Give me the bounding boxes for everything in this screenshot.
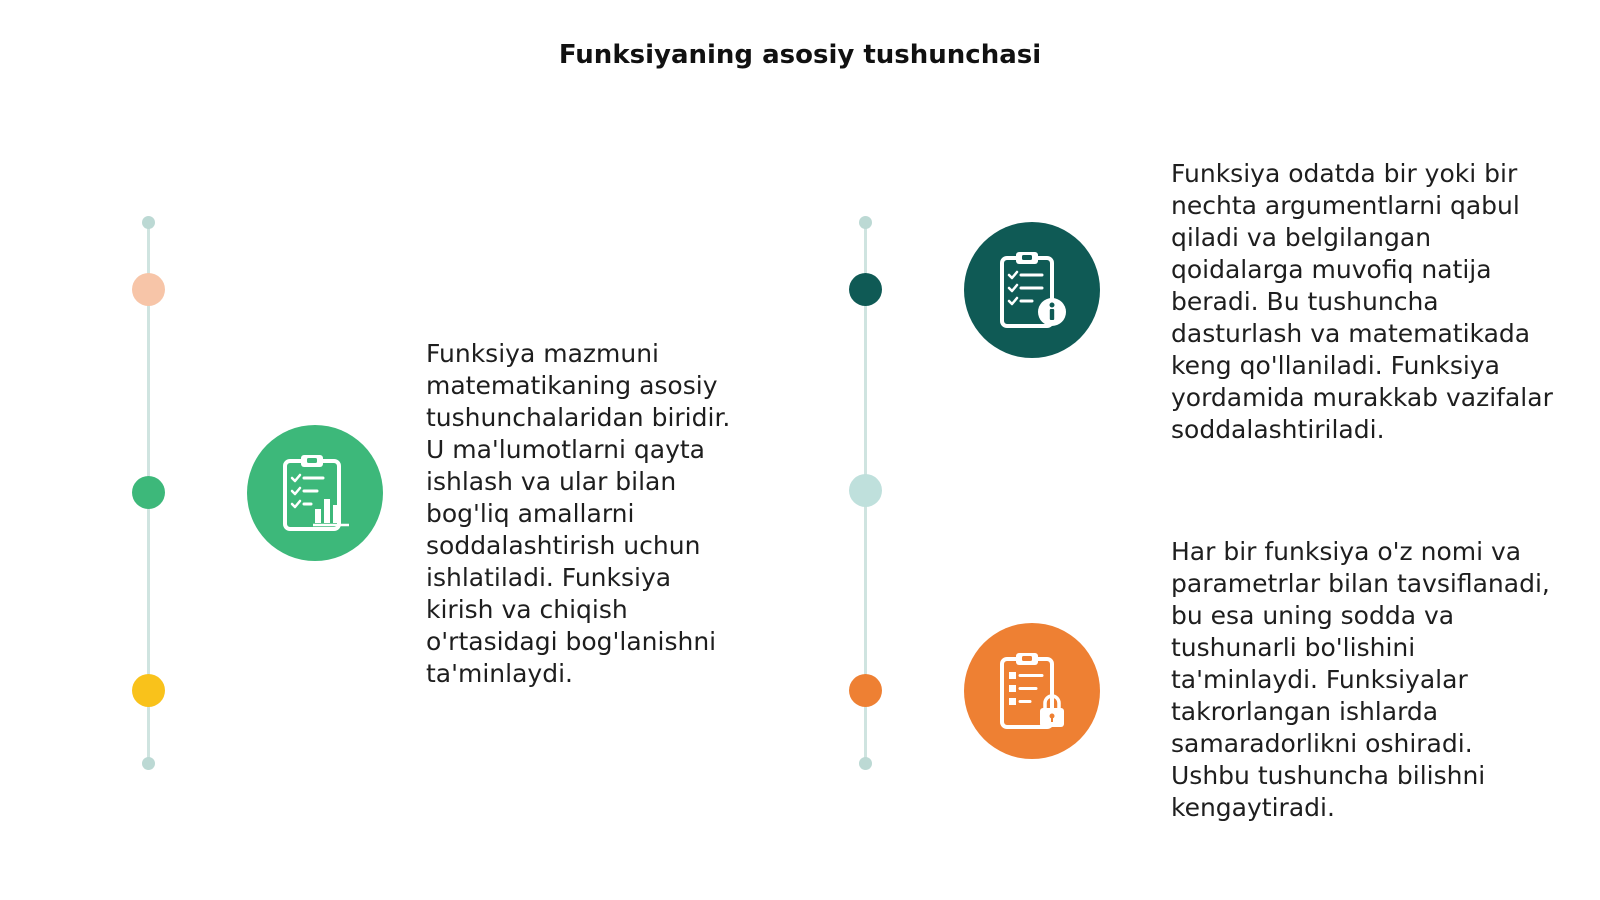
item-3-description: Har bir funksiya o'z nomi va parametrlar bilan tavsiflanadi, bu esa uning sodda va tushunarli bo'lishini ta'minlaydi. Funksiyalar takrorlangan ishlarda samaradorlikni oshiradi. Ushbu tushuncha bilishni kengaytiradi.: [1171, 537, 1550, 822]
left-timeline-dot-green: [132, 476, 165, 509]
clipboard-lock-icon: [996, 651, 1068, 731]
middle-timeline-end-dot-bottom: [859, 757, 872, 770]
left-timeline-end-dot-bottom: [142, 757, 155, 770]
clipboard-info-icon: [996, 250, 1068, 330]
item-2-description: Funksiya odatda bir yoki bir nechta argumentlarni qabul qiladi va belgilangan qoidalarga muvofiq natija beradi. Bu tushuncha dasturlash va matematikada keng qo'llaniladi. Funksiya yordamida murakkab vazifalar soddalashtiriladi.: [1171, 159, 1553, 444]
clipboard-chart-icon-circle: [247, 425, 383, 561]
left-timeline-end-dot-top: [142, 216, 155, 229]
left-timeline-dot-yellow: [132, 674, 165, 707]
middle-timeline-end-dot-top: [859, 216, 872, 229]
clipboard-lock-icon-circle: [964, 623, 1100, 759]
clipboard-info-icon-circle: [964, 222, 1100, 358]
clipboard-chart-icon: [279, 453, 351, 533]
middle-timeline-dot-dark-teal: [849, 273, 882, 306]
middle-timeline-dot-light-teal: [849, 474, 882, 507]
left-timeline-dot-peach: [132, 273, 165, 306]
item-1-description: Funksiya mazmuni matematikaning asosiy tushunchalaridan biridir. U ma'lumotlarni qayta ishlash va ular bilan bog'liq amallarni soddalashtirish uchun ishlatiladi. Funksiya kirish va chiqish o'rtasidagi bog'lanishni ta'minlaydi.: [426, 339, 731, 688]
middle-timeline-dot-orange: [849, 674, 882, 707]
page-title: Funksiyaning asosiy tushunchasi: [558, 40, 1042, 70]
